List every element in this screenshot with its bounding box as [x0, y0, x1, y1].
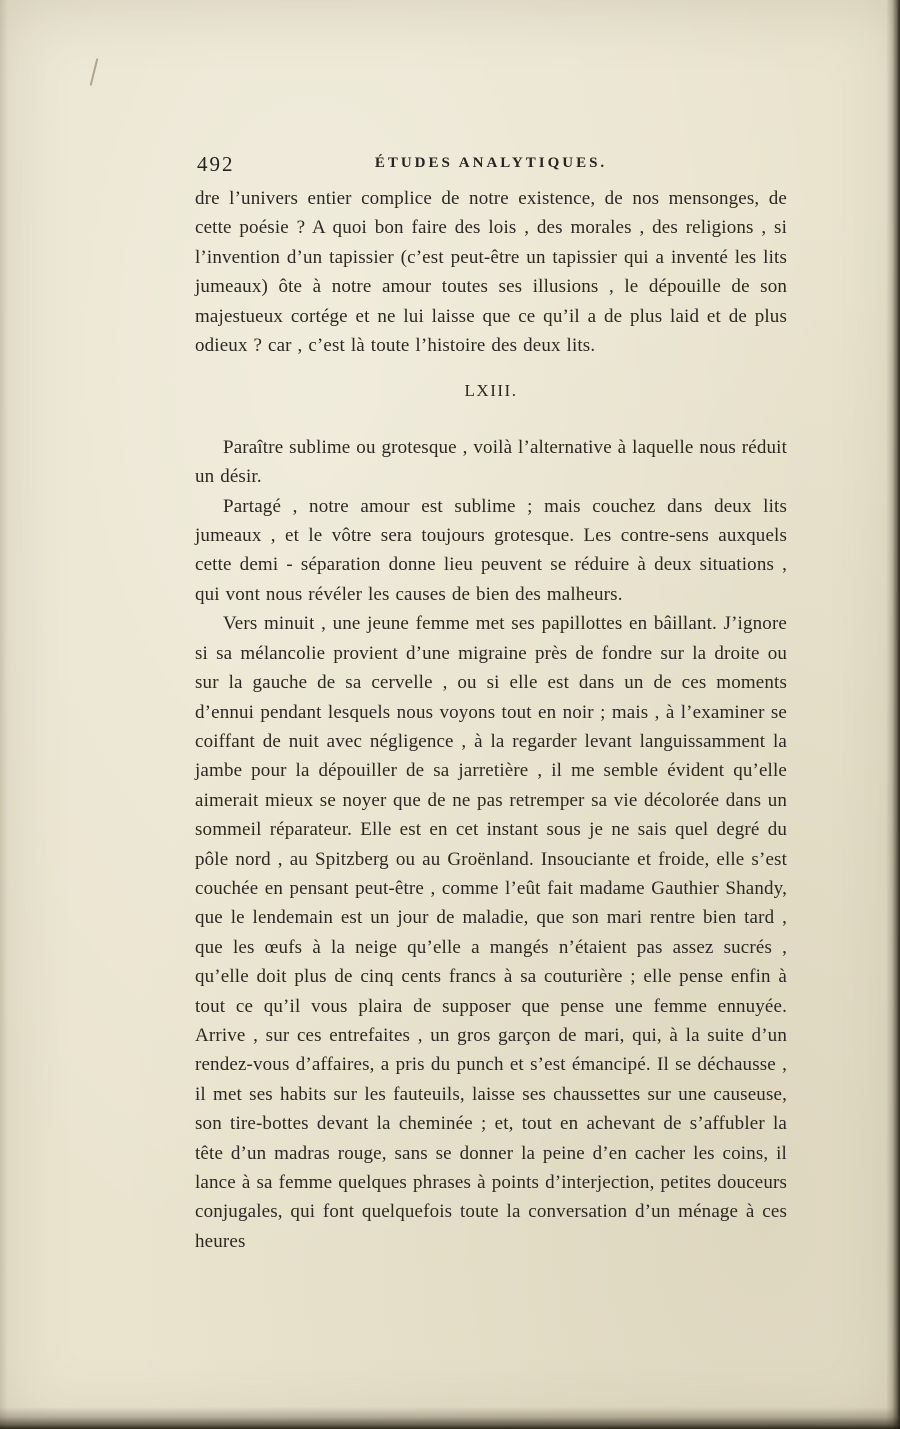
text-block	[195, 184, 787, 1256]
scan-edge-right	[886, 0, 900, 1429]
running-header: ÉTUDES ANALYTIQUES.	[374, 155, 608, 171]
paragraph: Vers minuit , une jeune femme met ses papillottes en bâillant. J’ignore si sa mélancolie provient d’une migraine près de fondre sur la droite ou sur la gauche de sa cervelle , ou si elle est dans un de ces moments d’ennui pendant lesquels nous voyons tout en noir ; mais , à l’examiner se coiffant de nuit avec négligence , à la regarder levant languissamment la jambe pour la dépouiller de sa jarretière , il me semble évident qu’elle aimerait mieux se noyer que de ne pas retremper sa vie décolorée dans un sommeil réparateur. Elle est en cet instant sous je ne sais quel degré du pôle nord , au Spitzberg ou au Groënland. Insouciante et froide, elle s’est couchée en pensant peut-être , comme l’eût fait madame Gauthier Shandy, que le lendemain est un jour de maladie, que son mari rentre bien tard , que les œufs à la neige qu’elle a mangés n’étaient pas assez sucrés , qu’elle doit plus de cinq cents francs à sa couturière ; elle pense enfin à tout ce qu’il vous plaira de supposer que pense une femme ennuyée. Arrive , sur ces entrefaites , un gros garçon de mari, qui, à la suite d’un rendez-vous d’affaires, a pris du punch et s’est émancipé. Il se déchausse , il met ses habits sur les fauteuils, laisse ses chaussettes sur une causeuse, son tire-bottes devant la cheminée ; et, tout en achevant de s’affubler la tête d’un madras rouge, sans se donner la peine d’en cacher les coins, il lance à sa femme quelques phrases à points d’interjection, petites douceurs conjugales, qui font quelquefois toute la conversation d’un ménage à ces heures	[195, 613, 787, 1252]
scan-edge-bottom	[0, 1407, 900, 1429]
page-header	[195, 150, 787, 180]
paragraph: Paraître sublime ou grotesque , voilà l’alternative à laquelle nous réduit un désir.	[195, 436, 788, 488]
scan-crease-mark	[90, 58, 99, 86]
section-heading: LXIII.	[464, 381, 518, 401]
scan-edge-left	[0, 0, 8, 1429]
paragraph: Partagé , notre amour est sublime ; mais couchez dans deux lits jumeaux , et le vôtre sera toujours grotesque. Les contre-sens auxquels cette demi - séparation donne lieu peuvent se réduire à deux situations , qui vont nous révéler les causes de bien des malheurs.	[195, 495, 787, 605]
page-number: 492	[197, 152, 235, 176]
paragraph-continuation: dre l’univers entier complice de notre existence, de nos mensonges, de cette poésie ? A quoi bon faire des lois , des morales , des religions , si l’invention d’un tapissier (c’est peut-être un tapissier qui a inventé les lits jumeaux) ôte à notre amour toutes ses illusions , le dépouille de son majestueux cortége et ne lui laisse que ce qu’il a de plus laid et de plus odieux ? car , c’est là toute l’histoire des deux lits.	[195, 188, 787, 357]
